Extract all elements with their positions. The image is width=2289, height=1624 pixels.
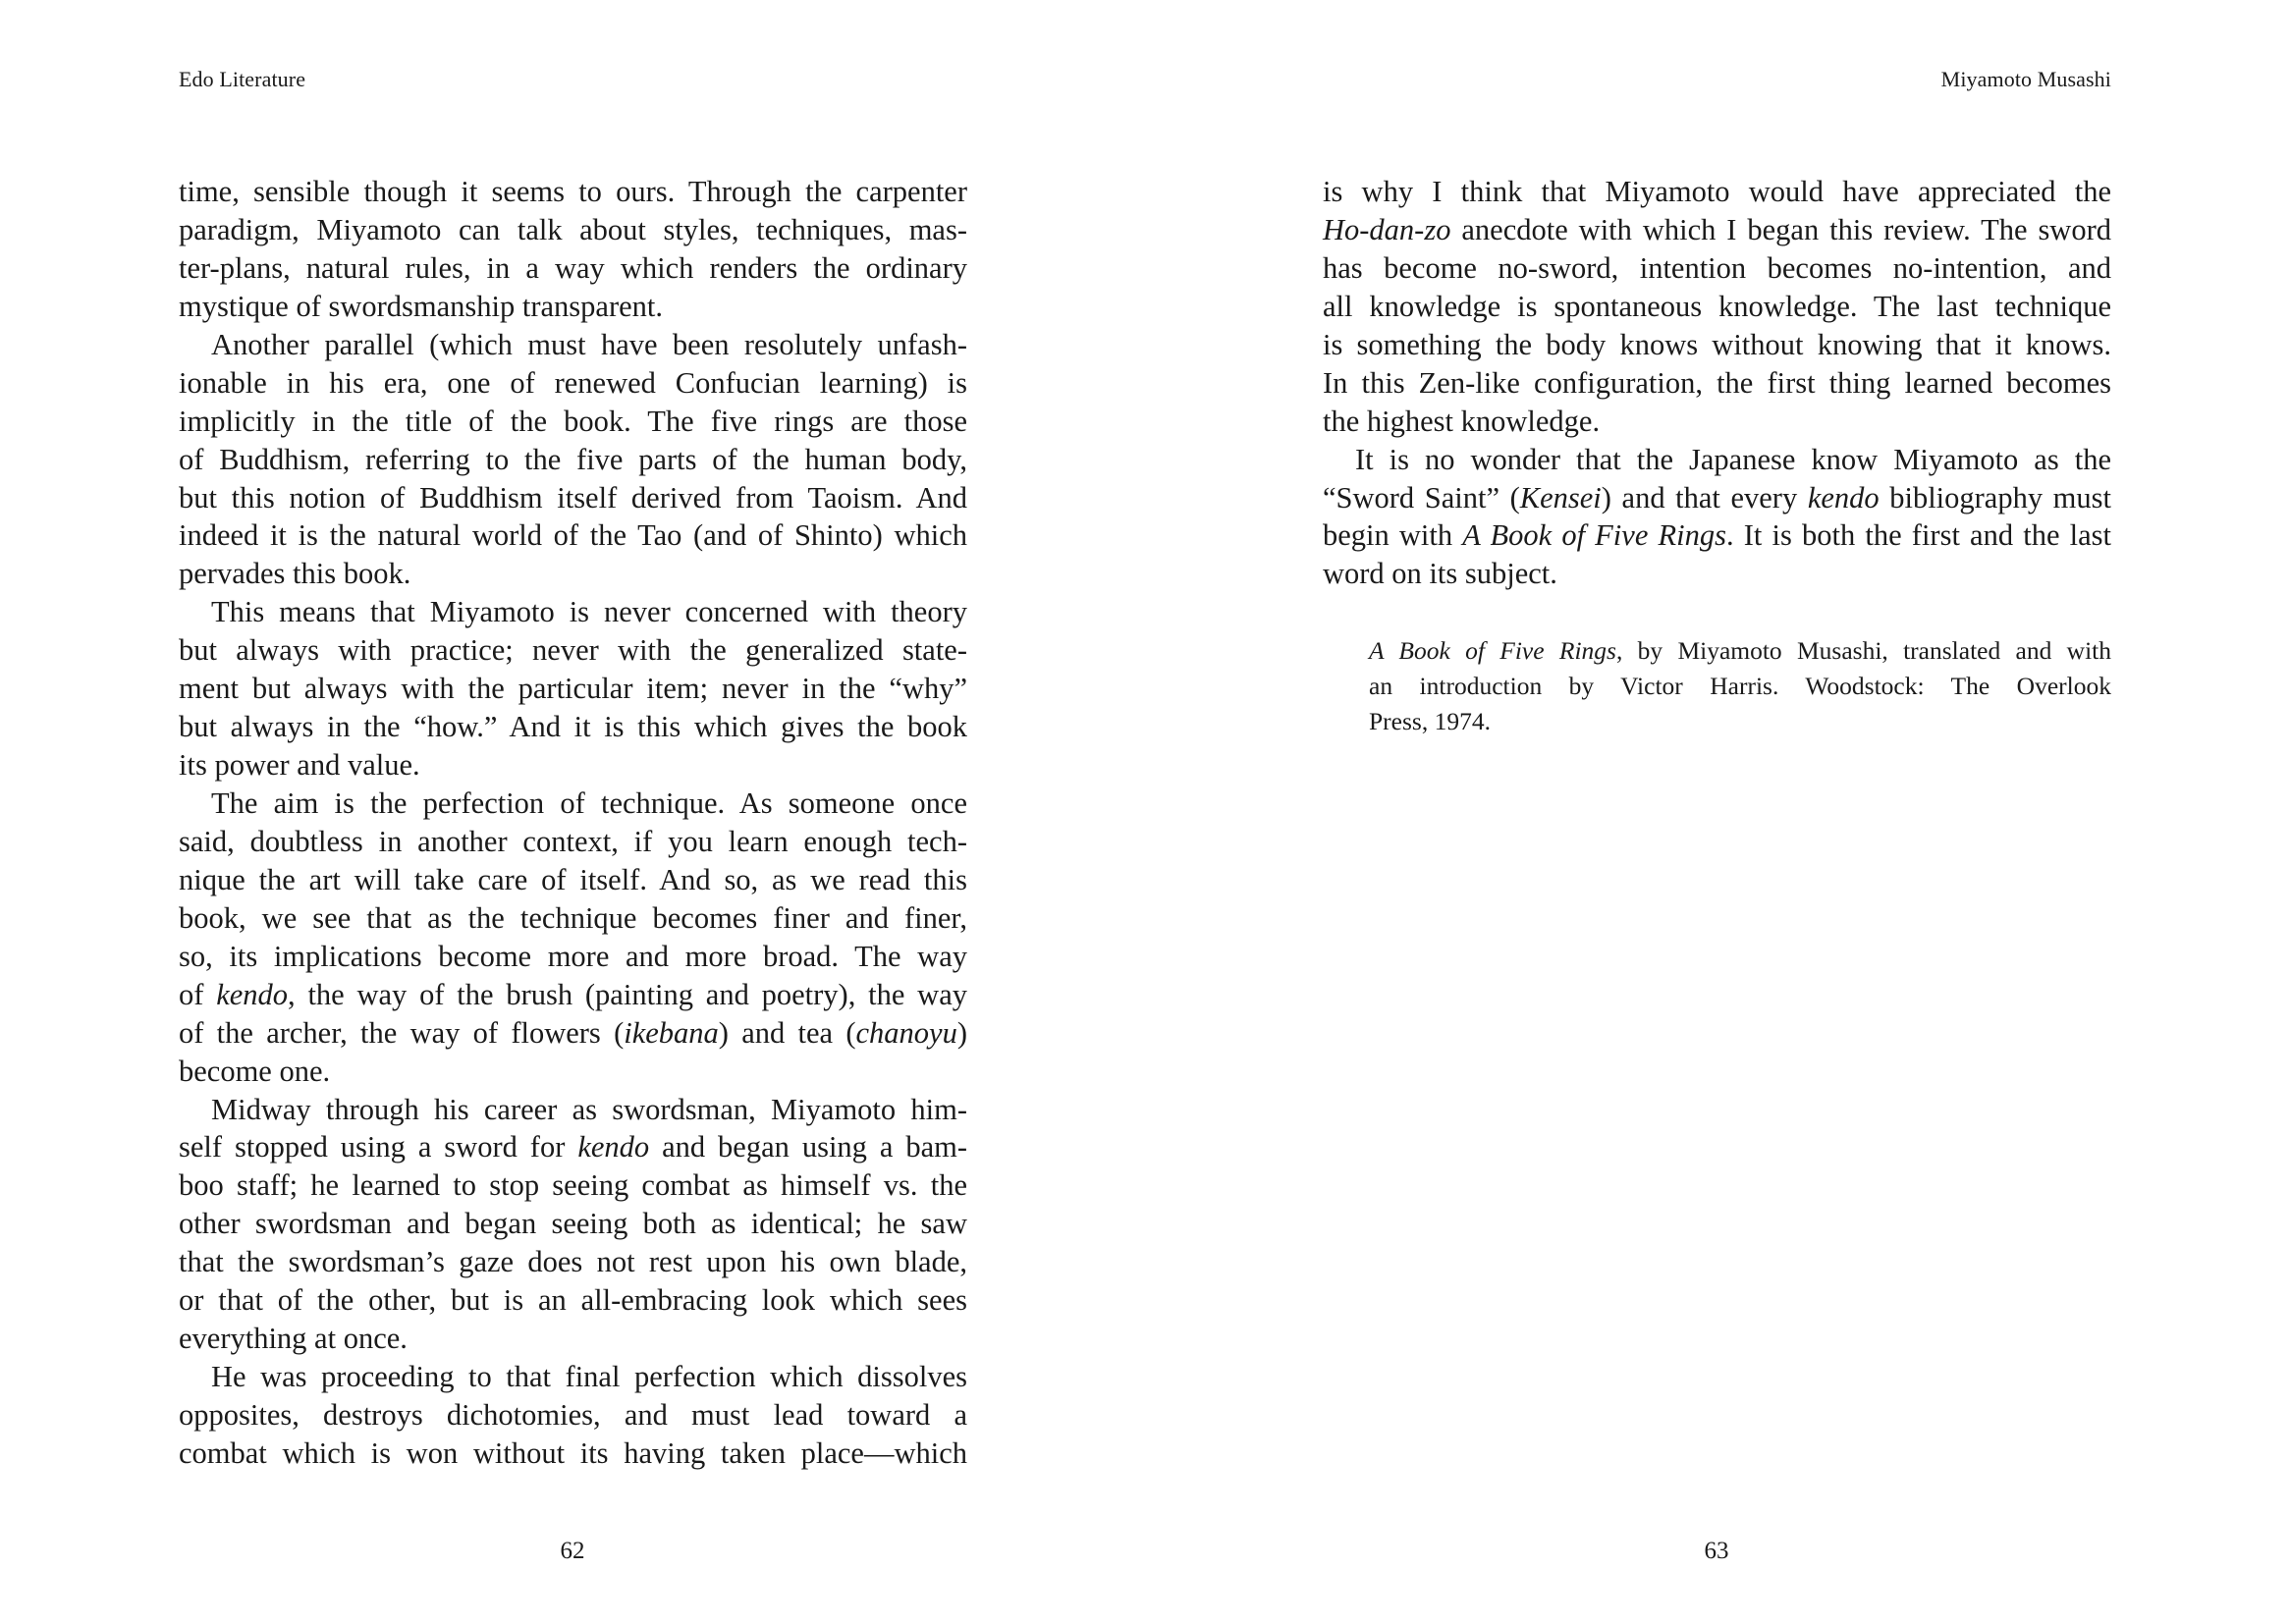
- italic-text: Ho-dan-zo: [1323, 212, 1451, 246]
- text-segment: , by Miyamoto Musashi, translated and with: [1615, 636, 2111, 665]
- text-line: [179, 861, 967, 899]
- text-segment: paradigm, Miyamoto can talk about styles, techniques, mas-: [179, 212, 967, 246]
- text-segment: ionable in his era, one of renewed Confucian learning) is: [179, 365, 967, 400]
- text-segment: that the swordsman’s gaze does not rest upon his own blade,: [179, 1245, 967, 1279]
- text-segment: an introduction by Victor Harris. Woodstock: The Overlook: [1369, 672, 2111, 700]
- text-segment: become one.: [179, 1054, 331, 1088]
- running-head-left: Edo Literature: [179, 67, 306, 91]
- page-number-right: 63: [1704, 1538, 1729, 1564]
- text-line: [1323, 479, 2111, 517]
- text-line: [179, 173, 967, 211]
- text-line: [179, 976, 967, 1014]
- italic-text: Kensei: [1519, 480, 1602, 514]
- text-segment: “Sword Saint” (: [1323, 480, 1520, 514]
- text-line: [1369, 704, 2111, 739]
- text-line: [1323, 326, 2111, 364]
- text-segment: its power and value.: [179, 748, 420, 783]
- text-segment: but this notion of Buddhism itself derived from Taoism. And: [179, 480, 967, 514]
- page-number-left: 62: [560, 1538, 585, 1564]
- text-segment: . It is both the first and the last: [1725, 518, 2111, 553]
- text-line: [1323, 249, 2111, 288]
- text-segment: said, doubtless in another context, if you learn enough tech-: [179, 824, 967, 858]
- text-line: [1323, 516, 2111, 555]
- text-segment: other swordsman and began seeing both as identical; he saw: [179, 1207, 967, 1241]
- text-segment: and began using a bam-: [649, 1130, 967, 1164]
- text-line: [179, 823, 967, 861]
- text-line: [179, 479, 967, 517]
- text-segment: It is no wonder that the Japanese know Miyamoto as the: [1355, 442, 2111, 476]
- text-segment: ) and tea (: [718, 1015, 856, 1050]
- text-line: [179, 1396, 967, 1435]
- text-segment: bibliography must: [1879, 480, 2112, 514]
- text-segment: In this Zen-like configuration, the first thing learned becomes: [1323, 365, 2111, 400]
- text-line: [179, 288, 967, 326]
- text-segment: begin with: [1323, 518, 1463, 553]
- text-line: [1323, 211, 2111, 249]
- text-line: [179, 899, 967, 938]
- text-segment: Another parallel (which must have been resolutely unfash-: [211, 327, 967, 361]
- running-head-right: Miyamoto Musashi: [1940, 67, 2111, 91]
- text-segment: Press, 1974.: [1369, 707, 1491, 735]
- text-line: [179, 670, 967, 708]
- text-line: [1323, 441, 2111, 479]
- text-line: [179, 403, 967, 441]
- text-segment: implicitly in the title of the book. The five rings are those: [179, 404, 967, 438]
- italic-text: chanoyu: [855, 1015, 957, 1050]
- text-line: [179, 1128, 967, 1166]
- text-line: [179, 593, 967, 631]
- text-segment: combat which is won without its having taken place—which: [179, 1435, 967, 1470]
- text-line: [1323, 173, 2111, 211]
- text-line: [179, 211, 967, 249]
- text-line: [179, 1166, 967, 1205]
- text-line: [179, 938, 967, 976]
- text-segment: all knowledge is spontaneous knowledge. The last technique: [1323, 289, 2111, 323]
- text-segment: This means that Miyamoto is never concerned with theory: [211, 595, 967, 629]
- text-segment: of Buddhism, referring to the five parts of the human body,: [179, 442, 967, 476]
- text-segment: word on its subject.: [1323, 557, 1557, 591]
- text-segment: of the archer, the way of flowers (: [179, 1015, 625, 1050]
- text-segment: He was proceeding to that final perfection which dissolves: [211, 1360, 967, 1394]
- text-segment: so, its implications become more and more broad. The way: [179, 939, 967, 973]
- text-segment: everything at once.: [179, 1322, 408, 1356]
- text-segment: ) and that every: [1601, 480, 1808, 514]
- text-line: [179, 708, 967, 746]
- text-segment: book, we see that as the technique becomes finer and finer,: [179, 900, 967, 935]
- text-line: [179, 555, 967, 593]
- text-line: [179, 441, 967, 479]
- text-line: [179, 249, 967, 288]
- text-line: [1323, 555, 2111, 593]
- text-segment: pervades this book.: [179, 557, 411, 591]
- text-segment: , the way of the brush (painting and poetry), the way: [288, 977, 967, 1011]
- italic-text: A Book of Five Rings: [1369, 636, 1616, 665]
- text-line: [179, 1320, 967, 1358]
- text-line: [179, 364, 967, 403]
- italic-text: ikebana: [624, 1015, 719, 1050]
- text-line: [179, 1243, 967, 1281]
- text-segment: nique the art will take care of itself. And so, as we read this: [179, 862, 967, 896]
- bibliographic-note: [1369, 633, 2111, 739]
- text-segment: of: [179, 977, 217, 1011]
- text-line: [179, 1358, 967, 1396]
- text-line: [179, 785, 967, 823]
- text-line: [179, 746, 967, 785]
- text-line: [179, 1091, 967, 1129]
- text-segment: time, sensible though it seems to ours. Through the carpenter: [179, 175, 967, 208]
- text-line: [1369, 669, 2111, 704]
- text-segment: ): [956, 1015, 967, 1050]
- text-segment: or that of the other, but is an all-embracing look which sees: [179, 1283, 967, 1318]
- text-segment: indeed it is the natural world of the Tao (and of Shinto) which: [179, 518, 967, 553]
- text-segment: Midway through his career as swordsman, Miyamoto him-: [211, 1092, 967, 1126]
- text-line: [1369, 633, 2111, 669]
- text-segment: self stopped using a sword for: [179, 1130, 578, 1164]
- text-line: [179, 631, 967, 670]
- text-segment: is something the body knows without knowing that it knows.: [1323, 327, 2111, 361]
- text-segment: is why I think that Miyamoto would have appreciated the: [1323, 175, 2111, 208]
- right-page-body: [1323, 173, 2111, 593]
- text-segment: The aim is the perfection of technique. As someone once: [211, 786, 967, 820]
- text-segment: but always with practice; never with the generalized state-: [179, 633, 967, 668]
- italic-text: kendo: [1807, 480, 1880, 514]
- text-segment: ter-plans, natural rules, in a way which renders the ordinary: [179, 250, 967, 285]
- text-line: [1323, 364, 2111, 403]
- text-line: [1323, 403, 2111, 441]
- text-segment: mystique of swordsmanship transparent.: [179, 289, 664, 323]
- text-segment: ment but always with the particular item; never in the “why”: [179, 672, 967, 706]
- text-line: [179, 1053, 967, 1091]
- text-segment: the highest knowledge.: [1323, 404, 1601, 438]
- left-page-body: [179, 173, 967, 1473]
- text-line: [179, 1205, 967, 1243]
- text-line: [179, 326, 967, 364]
- italic-text: kendo: [216, 977, 289, 1011]
- text-segment: opposites, destroys dichotomies, and must lead toward a: [179, 1398, 967, 1432]
- text-line: [179, 516, 967, 555]
- italic-text: A Book of Five Rings: [1462, 518, 1726, 553]
- text-segment: but always in the “how.” And it is this which gives the book: [179, 710, 967, 744]
- text-segment: anecdote with which I began this review. The sword: [1450, 212, 2111, 246]
- text-line: [179, 1014, 967, 1053]
- italic-text: kendo: [577, 1130, 650, 1164]
- text-segment: boo staff; he learned to stop seeing combat as himself vs. the: [179, 1168, 967, 1203]
- text-line: [179, 1281, 967, 1320]
- text-segment: has become no-sword, intention becomes no-intention, and: [1323, 250, 2111, 285]
- text-line: [179, 1435, 967, 1473]
- text-line: [1323, 288, 2111, 326]
